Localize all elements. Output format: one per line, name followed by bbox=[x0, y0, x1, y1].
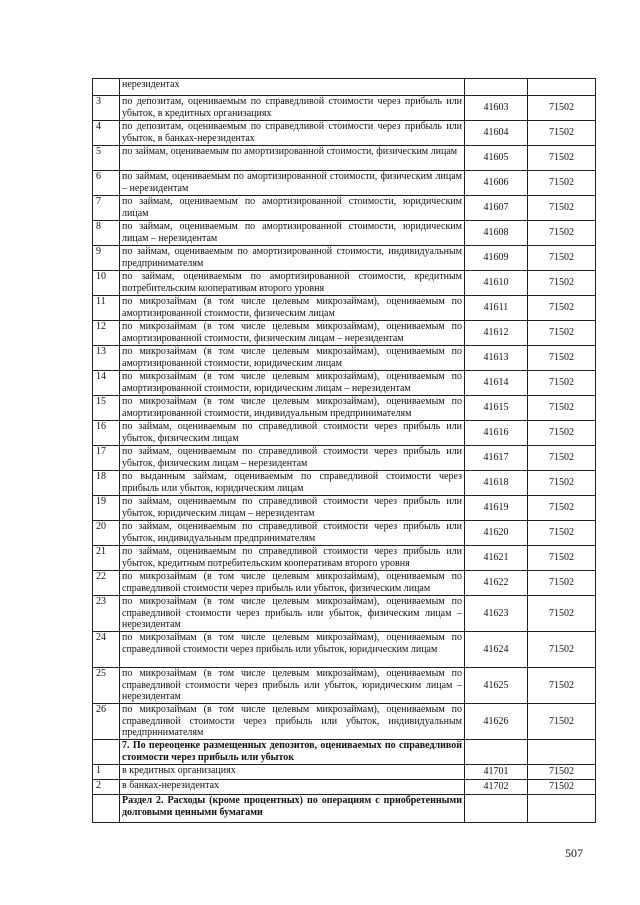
account-code: 41613 bbox=[465, 346, 528, 371]
row-description: по займам, оцениваемым по справедливой стоимости через прибыль или убыток, физическим лицам bbox=[120, 421, 465, 446]
row-number: 26 bbox=[93, 704, 120, 740]
account-code: 41624 bbox=[465, 632, 528, 668]
account-code: 41604 bbox=[465, 121, 528, 146]
symbol-code: 71502 bbox=[528, 96, 596, 121]
row-description: по микрозаймам (в том числе целевым микрозаймам), оцениваемым по амортизированной стоимости, юридическим лицам – нерезидентам bbox=[120, 371, 465, 396]
row-description: по займам, оцениваемым по справедливой стоимости через прибыль или убыток, кредитным потребительским кооперативам второго уровня bbox=[120, 546, 465, 571]
account-code: 41603 bbox=[465, 96, 528, 121]
table-body bbox=[93, 79, 596, 823]
symbol-code: 71502 bbox=[528, 121, 596, 146]
account-code: 41619 bbox=[465, 496, 528, 521]
symbol-code: 71502 bbox=[528, 596, 596, 632]
account-code: 41612 bbox=[465, 321, 528, 346]
row-description: в банках-нерезидентах bbox=[120, 780, 465, 795]
row-description: по займам, оцениваемым по амортизированной стоимости, физическим лицам bbox=[120, 146, 465, 171]
symbol-code: 71502 bbox=[528, 271, 596, 296]
symbol-code: 71502 bbox=[528, 780, 596, 795]
symbol-code: 71502 bbox=[528, 521, 596, 546]
table-row bbox=[93, 221, 596, 246]
symbol-code: 71502 bbox=[528, 546, 596, 571]
account-code: 41614 bbox=[465, 371, 528, 396]
account-code: 41702 bbox=[465, 780, 528, 795]
row-description: в кредитных организациях bbox=[120, 765, 465, 780]
row-number: 22 bbox=[93, 571, 120, 596]
account-code: 41615 bbox=[465, 396, 528, 421]
row-description: по займам, оцениваемым по амортизированной стоимости, юридическим лицам bbox=[120, 196, 465, 221]
row-number: 16 bbox=[93, 421, 120, 446]
row-number: 9 bbox=[93, 246, 120, 271]
account-code bbox=[465, 740, 528, 765]
row-number: 5 bbox=[93, 146, 120, 171]
row-description: по займам, оцениваемым по амортизированной стоимости, кредитным потребительским кооперативам второго уровня bbox=[120, 271, 465, 296]
row-description: по депозитам, оцениваемым по справедливой стоимости через прибыль или убыток, в кредитных организациях bbox=[120, 96, 465, 121]
table-row bbox=[93, 421, 596, 446]
table-row bbox=[93, 546, 596, 571]
row-number: 10 bbox=[93, 271, 120, 296]
table-row bbox=[93, 296, 596, 321]
table-row bbox=[93, 171, 596, 196]
table-row bbox=[93, 146, 596, 171]
row-number bbox=[93, 740, 120, 765]
row-number: 24 bbox=[93, 632, 120, 668]
row-number: 2 bbox=[93, 780, 120, 795]
table-row bbox=[93, 371, 596, 396]
table-row bbox=[93, 571, 596, 596]
row-number: 19 bbox=[93, 496, 120, 521]
table-row bbox=[93, 246, 596, 271]
table-row bbox=[93, 780, 596, 795]
table-row bbox=[93, 596, 596, 632]
account-code: 41607 bbox=[465, 196, 528, 221]
symbol-code: 71502 bbox=[528, 296, 596, 321]
account-code: 41620 bbox=[465, 521, 528, 546]
table-row bbox=[93, 96, 596, 121]
row-number: 1 bbox=[93, 765, 120, 780]
account-code: 41616 bbox=[465, 421, 528, 446]
account-code: 41701 bbox=[465, 765, 528, 780]
table-row bbox=[93, 765, 596, 780]
table-row bbox=[93, 396, 596, 421]
account-code bbox=[465, 795, 528, 823]
row-description: по займам, оцениваемым по амортизированной стоимости, физическим лицам – нерезидентам bbox=[120, 171, 465, 196]
symbol-code: 71502 bbox=[528, 146, 596, 171]
symbol-code bbox=[528, 795, 596, 823]
table-row bbox=[93, 668, 596, 704]
row-number: 13 bbox=[93, 346, 120, 371]
table-row bbox=[93, 121, 596, 146]
row-description: по микрозаймам (в том числе целевым микрозаймам), оцениваемым по амортизированной стоимости, юридическим лицам bbox=[120, 346, 465, 371]
row-number: 14 bbox=[93, 371, 120, 396]
row-description: по микрозаймам (в том числе целевым микрозаймам), оцениваемым по амортизированной стоимости, физическим лицам bbox=[120, 296, 465, 321]
account-code: 41608 bbox=[465, 221, 528, 246]
row-description: по микрозаймам (в том числе целевым микрозаймам), оцениваемым по справедливой стоимости через прибыль или убыток, физическим лицам – нерезидентам bbox=[120, 596, 465, 632]
table-row bbox=[93, 471, 596, 496]
account-code: 41609 bbox=[465, 246, 528, 271]
row-number: 20 bbox=[93, 521, 120, 546]
account-code: 41622 bbox=[465, 571, 528, 596]
row-number: 25 bbox=[93, 668, 120, 704]
symbol-code: 71502 bbox=[528, 471, 596, 496]
table-row bbox=[93, 496, 596, 521]
row-description: по микрозаймам (в том числе целевым микрозаймам), оцениваемым по справедливой стоимости через прибыль или убыток, физическим лицам bbox=[120, 571, 465, 596]
account-code: 41625 bbox=[465, 668, 528, 704]
symbol-code: 71502 bbox=[528, 321, 596, 346]
row-description: по микрозаймам (в том числе целевым микрозаймам), оцениваемым по справедливой стоимости через прибыль или убыток, юридическим лицам bbox=[120, 632, 465, 668]
row-number: 15 bbox=[93, 396, 120, 421]
symbol-code: 71502 bbox=[528, 421, 596, 446]
symbol-code: 71502 bbox=[528, 446, 596, 471]
symbol-code: 71502 bbox=[528, 496, 596, 521]
symbol-code: 71502 bbox=[528, 571, 596, 596]
row-number: 8 bbox=[93, 221, 120, 246]
row-number: 12 bbox=[93, 321, 120, 346]
table-row bbox=[93, 79, 596, 96]
row-number: 3 bbox=[93, 96, 120, 121]
symbol-code: 71502 bbox=[528, 171, 596, 196]
row-description: по займам, оцениваемым по справедливой стоимости через прибыль или убыток, юридическим лицам – нерезидентам bbox=[120, 496, 465, 521]
table-row bbox=[93, 521, 596, 546]
account-code: 41621 bbox=[465, 546, 528, 571]
row-number: 17 bbox=[93, 446, 120, 471]
symbol-code: 71502 bbox=[528, 765, 596, 780]
table-row bbox=[93, 446, 596, 471]
symbol-code: 71502 bbox=[528, 196, 596, 221]
account-code: 41610 bbox=[465, 271, 528, 296]
symbol-code: 71502 bbox=[528, 346, 596, 371]
row-number: 7 bbox=[93, 196, 120, 221]
symbol-code bbox=[528, 79, 596, 96]
row-description: по микрозаймам (в том числе целевым микрозаймам), оцениваемым по амортизированной стоимости, физическим лицам – нерезидентам bbox=[120, 321, 465, 346]
symbol-code: 71502 bbox=[528, 704, 596, 740]
row-description: по микрозаймам (в том числе целевым микрозаймам), оцениваемым по справедливой стоимости через прибыль или убыток, индивидуальным предпринимателям bbox=[120, 704, 465, 740]
page-number: 507 bbox=[565, 846, 583, 860]
row-number: 4 bbox=[93, 121, 120, 146]
row-description: Раздел 2. Расходы (кроме процентных) по операциям с приобретенными долговыми ценными бумагами bbox=[120, 795, 465, 823]
row-description: по займам, оцениваемым по амортизированной стоимости, юридическим лицам – нерезидентам bbox=[120, 221, 465, 246]
row-number bbox=[93, 79, 120, 96]
row-number: 11 bbox=[93, 296, 120, 321]
row-description: по депозитам, оцениваемым по справедливой стоимости через прибыль или убыток, в банках-нерезидентах bbox=[120, 121, 465, 146]
row-description: по микрозаймам (в том числе целевым микрозаймам), оцениваемым по справедливой стоимости через прибыль или убыток, юридическим лицам – нерезидентам bbox=[120, 668, 465, 704]
document-sheet bbox=[92, 78, 596, 823]
account-code bbox=[465, 79, 528, 96]
row-number: 6 bbox=[93, 171, 120, 196]
account-code: 41623 bbox=[465, 596, 528, 632]
table-row bbox=[93, 196, 596, 221]
row-number: 21 bbox=[93, 546, 120, 571]
account-code: 41617 bbox=[465, 446, 528, 471]
accounts-table bbox=[92, 78, 596, 823]
row-description: по займам, оцениваемым по амортизированной стоимости, индивидуальным предпринимателям bbox=[120, 246, 465, 271]
symbol-code: 71502 bbox=[528, 221, 596, 246]
account-code: 41618 bbox=[465, 471, 528, 496]
row-description: нерезидентах bbox=[120, 79, 465, 96]
row-description: по микрозаймам (в том числе целевым микрозаймам), оцениваемым по амортизированной стоимости, индивидуальным предпринимателям bbox=[120, 396, 465, 421]
account-code: 41611 bbox=[465, 296, 528, 321]
row-description: по займам, оцениваемым по справедливой стоимости через прибыль или убыток, физическим лицам – нерезидентам bbox=[120, 446, 465, 471]
row-number: 18 bbox=[93, 471, 120, 496]
row-description: по выданным займам, оцениваемым по справедливой стоимости через прибыль или убыток, юридическим лицам bbox=[120, 471, 465, 496]
row-description: по займам, оцениваемым по справедливой стоимости через прибыль или убыток, индивидуальным предпринимателям bbox=[120, 521, 465, 546]
account-code: 41605 bbox=[465, 146, 528, 171]
symbol-code: 71502 bbox=[528, 246, 596, 271]
table-row bbox=[93, 632, 596, 668]
symbol-code: 71502 bbox=[528, 632, 596, 668]
table-row bbox=[93, 704, 596, 740]
symbol-code: 71502 bbox=[528, 371, 596, 396]
symbol-code bbox=[528, 740, 596, 765]
symbol-code: 71502 bbox=[528, 396, 596, 421]
account-code: 41626 bbox=[465, 704, 528, 740]
row-number: 23 bbox=[93, 596, 120, 632]
account-code: 41606 bbox=[465, 171, 528, 196]
section-heading-row bbox=[93, 740, 596, 765]
row-description: 7. По переоценке размещенных депозитов, оцениваемых по справедливой стоимости через прибыль или убыток bbox=[120, 740, 465, 765]
symbol-code: 71502 bbox=[528, 668, 596, 704]
table-row bbox=[93, 271, 596, 296]
table-row bbox=[93, 346, 596, 371]
row-number bbox=[93, 795, 120, 823]
section-heading-row bbox=[93, 795, 596, 823]
table-row bbox=[93, 321, 596, 346]
